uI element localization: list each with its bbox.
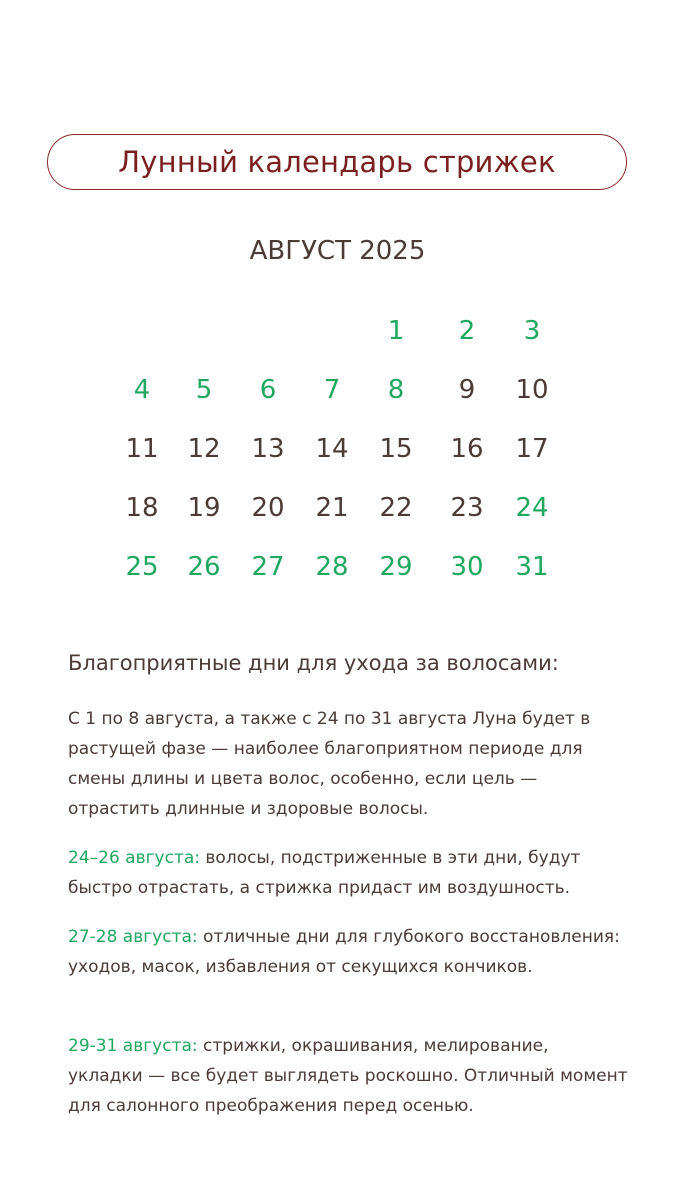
calendar-day: 3 [523,316,541,346]
period-item-1 [68,843,628,903]
period-dates: 29-31 августа: [68,1036,198,1056]
calendar-day: 14 [315,434,349,464]
calendar-day: 21 [315,493,349,523]
calendar-day: 10 [515,375,549,405]
calendar-day: 24 [515,493,549,523]
calendar-day: 13 [251,434,285,464]
intro-paragraph: С 1 по 8 августа, а также с 24 по 31 августа Луна будет в растущей фазе — наиболее благоприятном периоде для смены длины и цвета волос, особенно, если цель — отрастить длинные и здоровые волосы. [68,709,591,819]
calendar-day: 26 [187,552,221,582]
calendar-day: 2 [458,316,476,346]
calendar-day: 6 [259,375,277,405]
calendar-day: 16 [450,434,484,464]
period-description: волосы, подстриженные в эти дни, будут быстро отрастать, а стрижка придаст им воздушность. [68,848,581,898]
calendar-day: 1 [387,316,405,346]
period-description: отличные дни для глубокого восстановления: уходов, масок, избавления от секущихся кончиков. [68,927,620,977]
page-title: Лунный календарь стрижек [118,145,556,179]
calendar-day: 19 [187,493,221,523]
calendar-day: 5 [195,375,213,405]
calendar-day: 7 [323,375,341,405]
calendar-day: 27 [251,552,285,582]
period-item-3 [68,1031,628,1121]
calendar-day: 18 [125,493,159,523]
period-item-2 [68,922,628,982]
calendar-day: 22 [379,493,413,523]
calendar-day: 8 [387,375,405,405]
calendar-day: 17 [515,434,549,464]
calendar-day: 30 [450,552,484,582]
calendar-day: 31 [515,552,549,582]
month-label: АВГУСТ 2025 [249,236,426,266]
section-heading: Благоприятные дни для ухода за волосами: [68,651,559,675]
calendar-grid [0,306,675,606]
calendar-day: 28 [315,552,349,582]
calendar-day: 23 [450,493,484,523]
calendar-day: 9 [458,375,476,405]
period-dates: 27-28 августа: [68,927,198,947]
calendar-day: 11 [125,434,159,464]
calendar-day: 15 [379,434,413,464]
period-dates: 24–26 августа: [68,848,200,868]
calendar-day: 12 [187,434,221,464]
calendar-day: 25 [125,552,159,582]
calendar-day: 29 [379,552,413,582]
title-banner [47,134,627,190]
calendar-day: 4 [133,375,151,405]
calendar-day: 20 [251,493,285,523]
period-description: стрижки, окрашивания, мелирование, укладки — все будет выглядеть роскошно. Отличный момент для салонного преображения перед осенью. [68,1036,628,1116]
